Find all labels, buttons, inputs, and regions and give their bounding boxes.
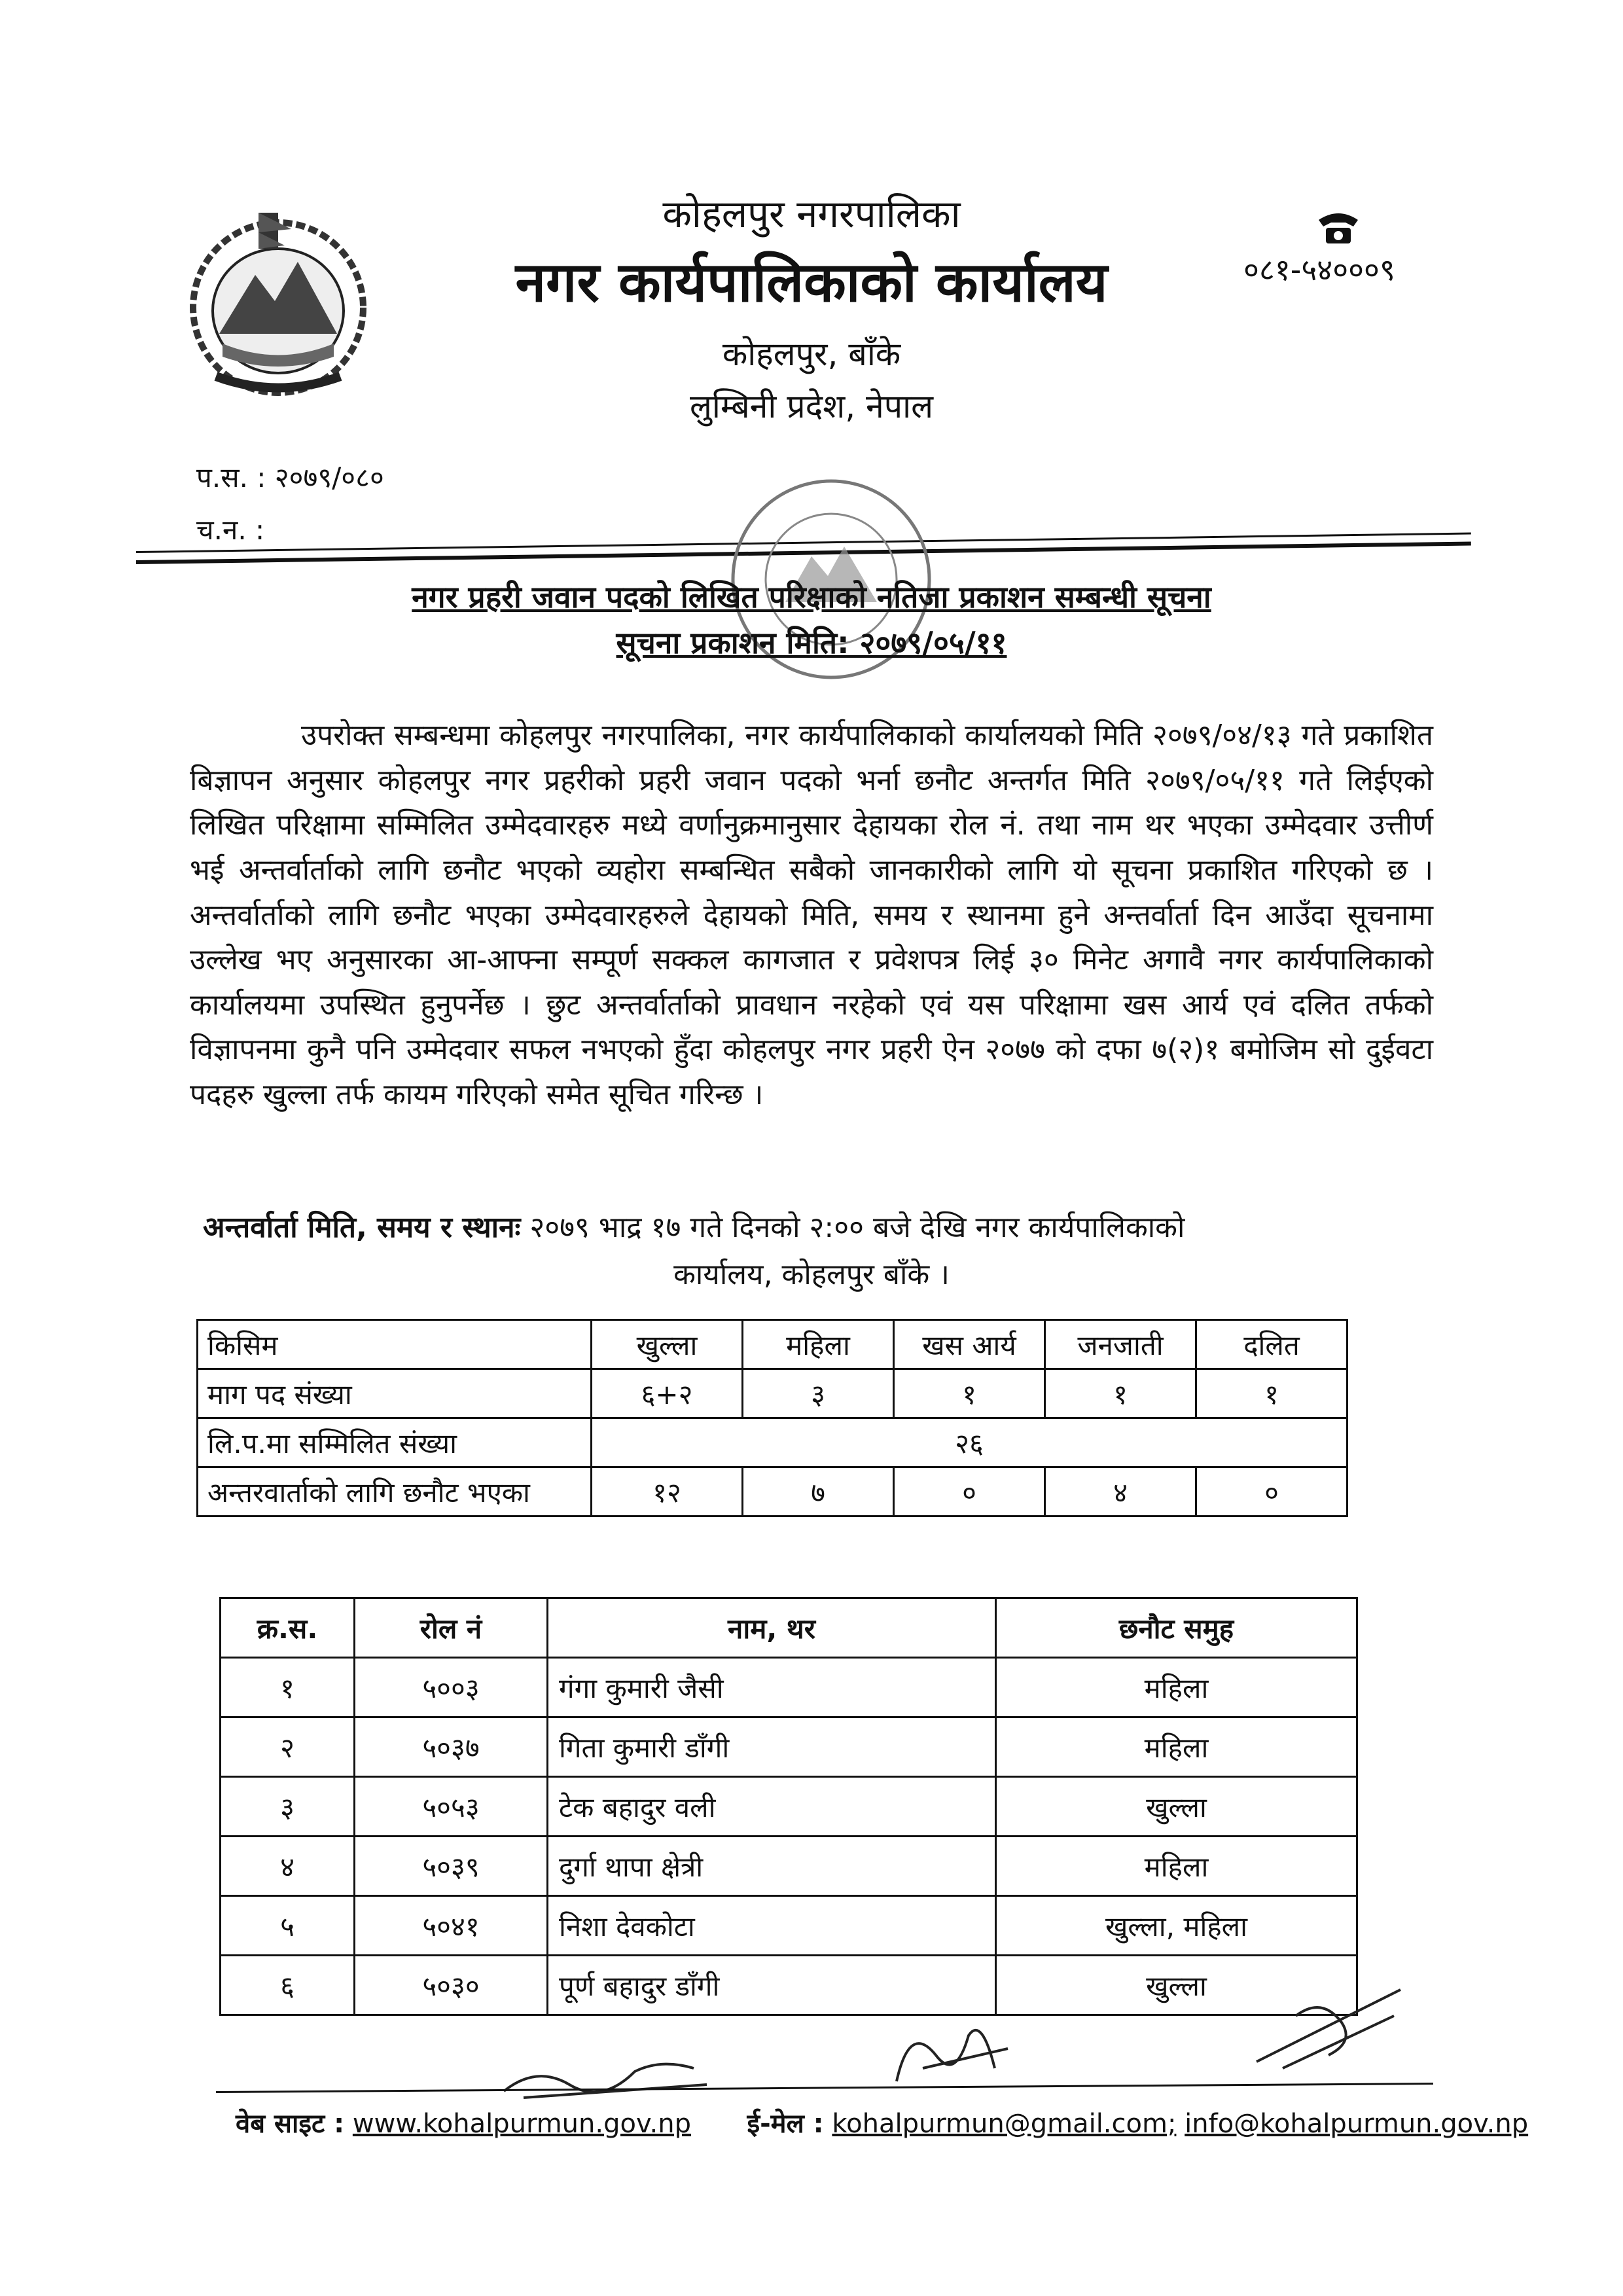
address-line-2: लुम्बिनी प्रदेश, नेपाल	[689, 387, 934, 425]
table-row	[221, 1956, 1357, 2015]
publication-date: सूचना प्रकाशन मिति: २०७९/०५/११	[616, 625, 1007, 660]
address-line-1: कोहलपुर, बाँके	[722, 335, 901, 373]
telephone-icon	[1315, 208, 1361, 247]
interview-text: २०७९ भाद्र १७ गते दिनको २:०० बजे देखि नगर कार्यपालिकाको	[529, 1211, 1185, 1244]
email-link-2[interactable]: info@kohalpurmun.gov.np	[1185, 2109, 1529, 2139]
interview-location: कार्यालय, कोहलपुर बाँके ।	[673, 1258, 950, 1291]
roll-number-cell: ५००३	[355, 1658, 548, 1717]
interview-label: अन्तर्वार्ता मिति, समय र स्थानः	[203, 1211, 521, 1244]
summary-header-row	[198, 1320, 1347, 1369]
website-link[interactable]: www.kohalpurmun.gov.np	[352, 2109, 691, 2139]
table-row	[221, 1658, 1357, 1717]
candidate-name-cell: गंगा कुमारी जैसी	[548, 1658, 996, 1717]
summary-header-cell: जनजाती	[1045, 1320, 1196, 1369]
roll-number-cell: ५०३९	[355, 1837, 548, 1896]
summary-header-cell: खस आर्य	[894, 1320, 1045, 1369]
roster-header-cell: नाम, थर	[548, 1598, 996, 1658]
roll-number-cell: ५०३०	[355, 1956, 548, 2015]
summary-cell: १२	[592, 1467, 743, 1516]
summary-row	[198, 1467, 1347, 1516]
serial-cell: ५	[221, 1896, 355, 1956]
selected-candidates-table	[219, 1597, 1358, 2016]
summary-cell: ३	[743, 1369, 894, 1418]
summary-cell: ४	[1045, 1467, 1196, 1516]
table-row	[221, 1717, 1357, 1777]
candidate-name-cell: टेक बहादुर वली	[548, 1777, 996, 1837]
municipality-name: कोहलपुर नगरपालिका	[662, 192, 961, 236]
summary-table	[196, 1319, 1348, 1517]
summary-row-label: लि.प.मा सम्मिलित संख्या	[198, 1418, 592, 1467]
roll-number-cell: ५०४१	[355, 1896, 548, 1956]
office-title: नगर कार्यपालिकाको कार्यालय	[515, 250, 1108, 314]
footer-contact	[236, 2104, 1528, 2140]
summary-merged-cell: २६	[592, 1418, 1347, 1467]
table-row	[221, 1896, 1357, 1956]
interview-details	[203, 1204, 1446, 1252]
summary-row	[198, 1369, 1347, 1418]
selection-group-cell: महिला	[996, 1658, 1357, 1717]
signature-1	[497, 2045, 720, 2104]
summary-cell: ६+२	[592, 1369, 743, 1418]
table-row	[221, 1777, 1357, 1837]
summary-header-cell: महिला	[743, 1320, 894, 1369]
candidate-name-cell: दुर्गा थापा क्षेत्री	[548, 1837, 996, 1896]
roster-header-row	[221, 1598, 1357, 1658]
dispatch-number: च.न. :	[196, 514, 265, 546]
selection-group-cell: खुल्ला	[996, 1956, 1357, 2015]
candidate-name-cell: निशा देवकोटा	[548, 1896, 996, 1956]
selection-group-cell: महिला	[996, 1837, 1357, 1896]
roster-header-cell: रोल नं	[355, 1598, 548, 1658]
signature-3	[1243, 1977, 1414, 2075]
roll-number-cell: ५०३७	[355, 1717, 548, 1777]
summary-row	[198, 1418, 1347, 1467]
reference-number: प.स. : २०७९/०८०	[196, 461, 384, 493]
summary-row-label: अन्तरवार्ताको लागि छनौट भएका	[198, 1467, 592, 1516]
notice-subject: नगर प्रहरी जवान पदको लिखित परिक्षाको नतिजा प्रकाशन सम्बन्धी सूचना	[412, 579, 1211, 615]
candidate-name-cell: गिता कुमारी डाँगी	[548, 1717, 996, 1777]
notice-body: उपरोक्त सम्बन्धमा कोहलपुर नगरपालिका, नगर कार्यपालिकाको कार्यालयको मिति २०७९/०४/१३ गते प्रकाशित बिज्ञापन अनुसार कोहलपुर नगर प्रहरीको प्रहरी जवान पदको भर्ना छनौट अन्तर्गत मिति २०७९/०५/११ गते लिईएको लिखित परिक्षामा सम्मिलित उम्मेदवारहरु मध्ये वर्णानुक्रमानुसार देहायका रोल नं. तथा नाम थर भएका उम्मेदवार उत्तीर्ण भई अन्तर्वार्ताको लागि छनौट भएको व्यहोरा सम्बन्धित सबैको जानकारीको लागि यो सूचना प्रकाशित गरिएको छ । अन्तर्वार्ताको लागि छनौट भएका उम्मेदवारहरुले देहायको मिति, समय र स्थानमा हुने अन्तर्वार्ता दिन आउँदा सूचनामा उल्लेख भए अनुसारका आ-आफ्ना सम्पूर्ण सक्कल कागजात र प्रवेशपत्र लिई ३० मिनेट अगावै नगर कार्यपालिकाको कार्यालयमा उपस्थित हुनुपर्नेछ । छुट अन्तर्वार्ताको प्रावधान नरहेको एवं यस परिक्षामा खस आर्य एवं दलित तर्फको विज्ञापनमा कुनै पनि उम्मेदवार सफल नभएको हुँदा कोहलपुर नगर प्रहरी ऐन २०७७ को दफा ७(२)१ बमोजिम सो दुईवटा पदहरु खुल्ला तर्फ कायम गरिएको समेत सूचित गरिन्छ ।	[190, 719, 1433, 1111]
website-label: वेब साइट :	[236, 2109, 345, 2139]
serial-cell: १	[221, 1658, 355, 1717]
roster-header-cell: छनौट समुह	[996, 1598, 1357, 1658]
summary-row-label: माग पद संख्या	[198, 1369, 592, 1418]
summary-cell: १	[1045, 1369, 1196, 1418]
summary-cell: १	[1196, 1369, 1347, 1418]
serial-cell: २	[221, 1717, 355, 1777]
selection-group-cell: महिला	[996, 1717, 1357, 1777]
summary-header-cell: दलित	[1196, 1320, 1347, 1369]
roll-number-cell: ५०५३	[355, 1777, 548, 1837]
summary-cell: ७	[743, 1467, 894, 1516]
table-row	[221, 1837, 1357, 1896]
candidate-name-cell: पूर्ण बहादुर डाँगी	[548, 1956, 996, 2015]
summary-cell: ०	[1196, 1467, 1347, 1516]
footer-divider	[216, 2083, 1433, 2093]
serial-cell: ६	[221, 1956, 355, 2015]
selection-group-cell: खुल्ला	[996, 1777, 1357, 1837]
serial-cell: ३	[221, 1777, 355, 1837]
summary-header-cell: किसिम	[198, 1320, 592, 1369]
phone-number: ०८१-५४०००९	[1243, 252, 1395, 287]
serial-cell: ४	[221, 1837, 355, 1896]
roster-header-cell: क्र.स.	[221, 1598, 355, 1658]
email-link-1[interactable]: kohalpurmun@gmail.com;	[832, 2109, 1177, 2139]
summary-cell: १	[894, 1369, 1045, 1418]
selection-group-cell: खुल्ला, महिला	[996, 1896, 1357, 1956]
summary-header-cell: खुल्ला	[592, 1320, 743, 1369]
email-label: ई-मेल :	[747, 2109, 824, 2139]
summary-cell: ०	[894, 1467, 1045, 1516]
